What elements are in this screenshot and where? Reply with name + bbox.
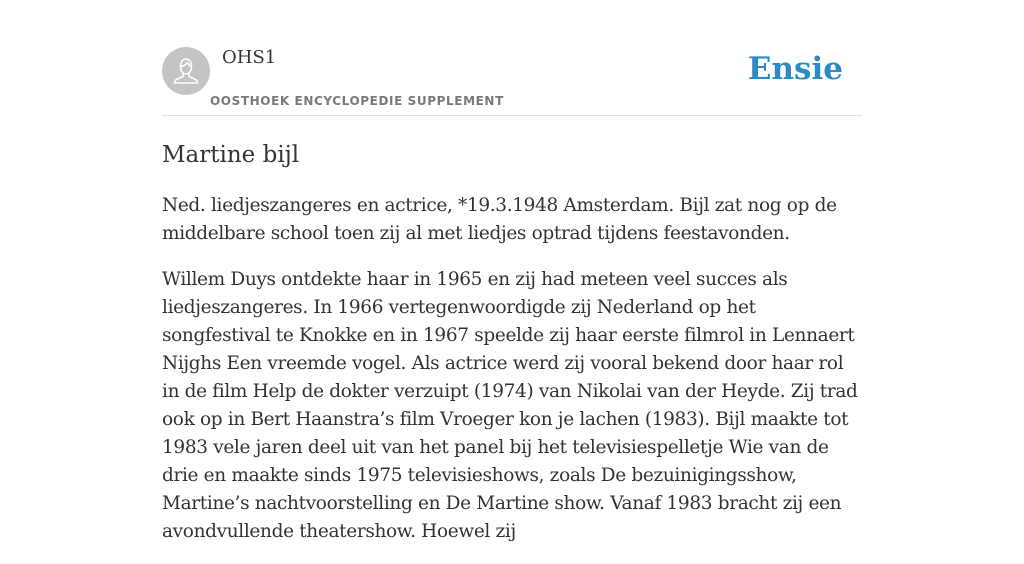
brand-logo[interactable]: Ensie: [747, 51, 843, 87]
paragraph: Ned. liedjeszangeres en actrice, *19.3.1948 Amsterdam. Bijl zat nog op de middelbare school toen zij al met liedjes optrad tijdens feestavonden.: [162, 195, 837, 244]
source-label[interactable]: OOSTHOEK ENCYCLOPEDIE SUPPLEMENT: [210, 94, 504, 108]
paragraph: Willem Duys ontdekte haar in 1965 en zij had meteen veel succes als liedjeszangeres. In 1966 vertegenwoordigde zij Nederland op het songfestival te Knokke en in 1967 speelde zij haar eerste filmrol in Lennaert Nijghs Een vreemde vogel. Als actrice werd zij vooral bekend door haar rol in de film Help de dokter verzuipt (1974) van Nikolai van der Heyde. Zij trad ook op in Bert Haanstra’s film Vroeger kon je lachen (1983). Bijl maakte tot 1983 vele jaren deel uit van het panel bij het televisiespelletje Wie van de drie en maakte sinds 1975 televisieshows, zoals De bezuinigingsshow, Martine’s nachtvoorstelling en De Martine show. Vanaf 1983 bracht zij een avondvullende theatershow. Hoewel zij: [162, 269, 858, 542]
user-placeholder-icon: [162, 47, 210, 95]
article-header: [162, 46, 862, 116]
article-body: [162, 192, 862, 564]
article-title: Martine bijl: [162, 142, 300, 168]
avatar[interactable]: [162, 47, 210, 95]
author-name[interactable]: OHS1: [222, 47, 277, 68]
